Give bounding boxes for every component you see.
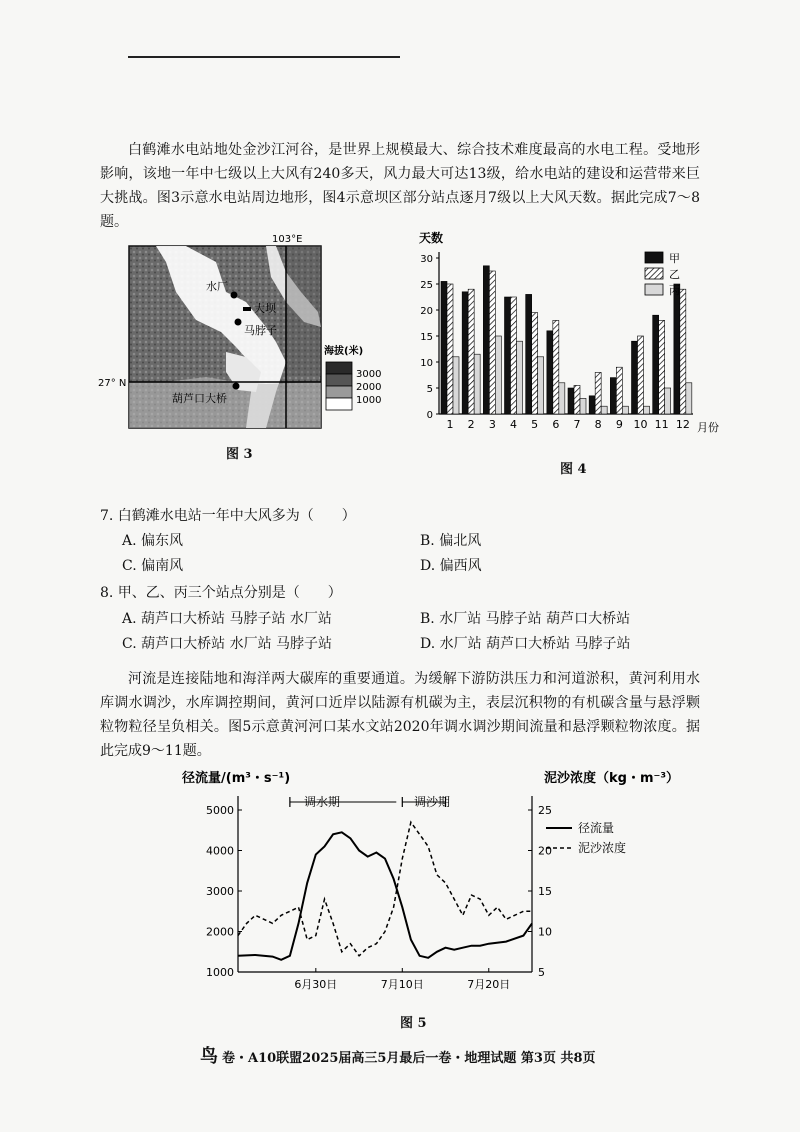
fig5-right-tick-label: 15 — [538, 885, 552, 898]
legend-3000: 3000 — [356, 369, 382, 380]
figure-3 — [98, 232, 386, 432]
fig4-bar-乙-11 — [659, 320, 665, 414]
header-rule — [128, 56, 400, 58]
fig4-bar-丙-7 — [580, 398, 586, 414]
page-footer — [200, 1042, 620, 1068]
lat-label: 27° N — [98, 378, 127, 389]
fig4-bar-乙-1 — [447, 284, 453, 414]
fig4-bar-乙-7 — [574, 385, 580, 414]
fig4-bar-甲-5 — [526, 294, 532, 414]
passage-1: 白鹤滩水电站地处金沙江河谷，是世界上规模最大、综合技术难度最高的水电工程。受地形影响，该地一年中七级以上大风有240多天，风力最大可达13级，给水电站的建设和运营带来巨大挑战。图3示意水电站周边地形，图4示意坝区部分站点逐月7级以上大风天数。据此完成7～8题。 — [100, 142, 700, 230]
q8-option-a[interactable]: A. 葫芦口大桥站 马脖子站 水厂站 — [122, 611, 332, 627]
fig4-bar-甲-9 — [610, 378, 616, 414]
fig4-bar-丙-6 — [559, 383, 565, 414]
q8-option-c[interactable]: C. 葫芦口大桥站 水厂站 马脖子站 — [122, 636, 333, 652]
fig4-x-tick-label: 2 — [467, 418, 475, 431]
fig5-right-tick-label: 25 — [538, 804, 552, 817]
fig5-x-tick-label: 7月20日 — [467, 978, 511, 991]
fig4-legend-swatch-甲 — [645, 252, 663, 263]
fig5-series-泥沙浓度 — [238, 822, 532, 956]
footer-logo: 鸟 — [200, 1046, 218, 1067]
fig5-right-tick-label: 5 — [538, 966, 545, 979]
fig4-y-tick-label: 25 — [420, 280, 433, 291]
figure-5-caption: 图 5 — [400, 1016, 427, 1031]
fig4-y-tick-label: 30 — [420, 254, 433, 265]
fig4-bar-丙-9 — [622, 406, 628, 414]
place-mabozi: 马脖子 — [244, 324, 277, 337]
place-huludaqiao: 葫芦口大桥 — [172, 392, 227, 405]
lon-label: 103°E — [272, 234, 303, 245]
place-daba: 大坝 — [254, 302, 276, 315]
fig4-bar-乙-2 — [468, 289, 474, 414]
fig4-bar-丙-10 — [644, 406, 650, 414]
passage-2: 河流是连接陆地和海洋两大碳库的重要通道。为缓解下游防洪压力和河道淤积，黄河利用水库调水调沙，水库调控期间，黄河口近岸以陆源有机碳为主，表层沉积物的有机碳含量与悬浮颗粒物粒径呈负相关。图5示意黄河河口某水文站2020年调水调沙期间流量和悬浮颗粒物浓度。据此完成9～11题。 — [100, 671, 700, 759]
legend-1000: 1000 — [356, 395, 382, 406]
q7-option-b[interactable]: B. 偏北风 — [420, 533, 482, 549]
fig4-bar-甲-8 — [589, 396, 595, 414]
fig4-x-tick-label: 10 — [633, 418, 648, 431]
period-label-water: 调水期 — [303, 795, 341, 809]
footer-text: 卷・A10联盟2025届高三5月最后一卷・地理试题 第3页 共8页 — [222, 1051, 596, 1066]
fig4-bar-甲-7 — [568, 388, 574, 414]
fig4-y-tick-label: 15 — [420, 332, 433, 343]
fig4-bar-丙-2 — [474, 354, 480, 414]
fig4-bar-丙-4 — [517, 341, 523, 414]
fig4-bar-甲-11 — [653, 315, 659, 414]
question-7-stem: 7. 白鹤滩水电站一年中大风多为（ ） — [100, 508, 356, 524]
place-shuichang: 水厂 — [206, 280, 228, 293]
fig4-y-tick-label: 20 — [420, 306, 433, 317]
fig4-bar-乙-10 — [638, 336, 644, 414]
q8-option-d[interactable]: D. 水厂站 葫芦口大桥站 马脖子站 — [420, 636, 631, 652]
fig4-y-tick-label: 5 — [426, 384, 433, 395]
terrain-map — [98, 232, 386, 432]
fig5-right-tick-label: 10 — [538, 925, 552, 939]
fig5-series-径流量 — [238, 832, 532, 960]
fig4-legend-label-丙: 丙 — [669, 284, 680, 297]
fig4-bar-丙-3 — [495, 336, 501, 414]
fig4-y-tick-label: 0 — [426, 410, 433, 421]
fig5-x-tick-label: 6月30日 — [294, 978, 338, 991]
figure-5 — [160, 762, 680, 1002]
fig4-x-unit: 月份 — [697, 421, 719, 434]
fig4-bar-乙-5 — [532, 313, 538, 414]
fig4-bar-丙-5 — [538, 357, 544, 414]
fig5-left-axis-title: 径流量/(m³・s⁻¹) — [182, 771, 291, 786]
fig4-bar-丙-8 — [601, 406, 607, 414]
fig4-bar-乙-4 — [511, 297, 517, 414]
fig4-x-tick-label: 5 — [531, 418, 539, 431]
fig4-x-tick-label: 6 — [552, 418, 560, 431]
fig4-x-tick-label: 7 — [573, 418, 581, 431]
fig4-x-tick-label: 12 — [675, 418, 690, 431]
fig4-bar-乙-8 — [595, 372, 601, 414]
q8-option-b[interactable]: B. 水厂站 马脖子站 葫芦口大桥站 — [420, 611, 631, 627]
fig4-x-tick-label: 1 — [446, 418, 454, 431]
fig4-bar-乙-3 — [489, 271, 495, 414]
figure-4-caption: 图 4 — [560, 462, 587, 477]
fig4-bar-甲-3 — [483, 266, 489, 414]
figure-3-caption: 图 3 — [226, 447, 253, 462]
fig4-legend-label-乙: 乙 — [669, 268, 680, 281]
fig5-left-tick-label: 1000 — [206, 966, 234, 979]
fig4-bar-乙-6 — [553, 320, 559, 414]
q7-option-c[interactable]: C. 偏南风 — [122, 558, 184, 574]
fig4-x-tick-label: 4 — [510, 418, 517, 431]
fig4-y-tick-label: 10 — [420, 358, 433, 369]
elevation-legend-title: 海拔(米) — [324, 346, 364, 357]
fig5-left-tick-label: 2000 — [206, 925, 234, 939]
fig4-bar-甲-4 — [505, 297, 511, 414]
fig4-bar-丙-12 — [686, 383, 692, 414]
fig5-legend-label-径流量: 径流量 — [578, 821, 615, 835]
fig4-bar-丙-11 — [665, 388, 671, 414]
fig4-x-tick-label: 3 — [488, 418, 496, 431]
fig4-bar-甲-1 — [441, 281, 447, 414]
fig4-x-tick-label: 11 — [654, 418, 669, 431]
fig4-bar-甲-6 — [547, 331, 553, 414]
period-label-sediment: 调沙期 — [413, 795, 451, 809]
legend-2000: 2000 — [356, 382, 382, 393]
question-8-stem: 8. 甲、乙、丙三个站点分别是（ ） — [100, 585, 342, 601]
fig5-legend-label-泥沙浓度: 泥沙浓度 — [578, 841, 627, 855]
fig4-bar-甲-10 — [632, 341, 638, 414]
fig5-left-tick-label: 3000 — [206, 885, 234, 898]
runoff-sediment-line-chart — [160, 762, 680, 1002]
fig5-left-tick-label: 4000 — [206, 844, 234, 858]
fig4-bar-丙-1 — [453, 357, 459, 414]
fig5-right-tick-label: 20 — [538, 844, 552, 858]
q7-option-d[interactable]: D. 偏西风 — [420, 558, 482, 574]
fig5-x-tick-label: 7月10日 — [380, 978, 424, 991]
fig4-legend-swatch-丙 — [645, 284, 663, 295]
q7-option-a[interactable]: A. 偏东风 — [122, 533, 184, 549]
fig5-left-tick-label: 5000 — [206, 804, 234, 817]
fig4-bar-乙-12 — [680, 289, 686, 414]
fig4-y-title: 天数 — [419, 231, 444, 245]
fig4-legend-swatch-乙 — [645, 268, 663, 279]
fig5-right-axis-title: 泥沙浓度（kg・m⁻³） — [544, 771, 680, 786]
wind-days-bar-chart — [405, 228, 725, 443]
fig4-x-tick-label: 8 — [594, 418, 602, 431]
fig4-bar-甲-2 — [462, 292, 468, 414]
fig4-bar-甲-12 — [674, 284, 680, 414]
fig4-bar-乙-9 — [616, 367, 622, 414]
figure-4 — [405, 228, 725, 443]
fig4-x-tick-label: 9 — [615, 418, 623, 431]
fig4-legend-label-甲: 甲 — [669, 252, 680, 265]
